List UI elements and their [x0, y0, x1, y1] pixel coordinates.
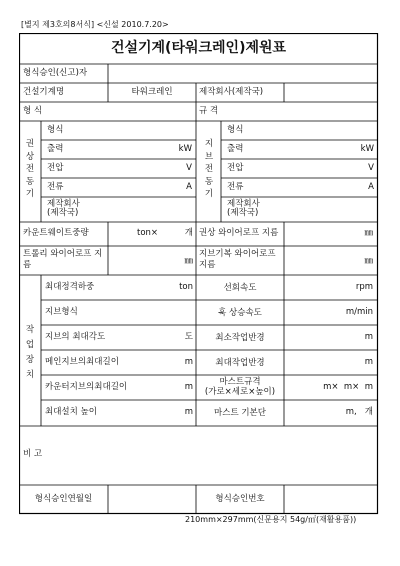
standard-label: 규 격 [199, 106, 219, 116]
work-right-unit: m [364, 357, 373, 367]
approval-date-label: 형식승인연월일 [34, 494, 93, 504]
work-right-label: 최대작업반경 [215, 358, 265, 368]
work-right-label: 훅 상승속도 [218, 308, 262, 318]
work-left-label: 지브형식 [45, 307, 78, 317]
work-left-unit: m [184, 357, 193, 367]
work-left-unit: m [184, 407, 193, 417]
slew-motor-row-label: 출력 [227, 144, 244, 154]
paper-size-note: 210mm×297mm(신문용지 54g/㎡(재활용품)) [185, 515, 357, 524]
work-left-label: 카운터지브의최대길이 [45, 382, 128, 392]
trolley-rope-label: 트롤리 와이어로프 지름 [23, 249, 103, 270]
work-left-unit: ton [179, 282, 193, 292]
form-title: 건설기계(타워크레인)제원표 [110, 40, 287, 56]
work-left-unit: m [184, 382, 193, 392]
work-left-label: 최대설치 높이 [45, 407, 97, 417]
slew-motor-row-label: 제작회사 (제작국) [227, 199, 260, 218]
hoist-rope-label: 권상 와이어로프 지름 [199, 228, 279, 238]
counterweight-unit-count: 개 [184, 228, 193, 238]
maker-label: 제작회사(제작국) [199, 87, 264, 97]
work-right-label: 마스트 기본단 [214, 408, 266, 418]
work-left-label: 메인지브의최대길이 [45, 357, 119, 367]
work-right-label: 마스트규격 (가로×세로×높이) [204, 377, 276, 397]
trolley-rope-unit: ㎜ [184, 256, 193, 266]
jib-rope-label: 지브기복 와이어로프 지름 [199, 249, 276, 270]
work-device-group-label: 작업장치 [25, 325, 35, 380]
hoist-motor-row-unit: A [186, 182, 192, 192]
hoist-motor-row-label: 제작회사 (제작국) [47, 199, 80, 218]
counterweight-unit-ton: ton× [137, 228, 159, 238]
slew-motor-row-label: 전류 [227, 182, 244, 192]
hoist-motor-row-label: 출력 [47, 144, 64, 154]
hoist-motor-row-unit: kW [178, 144, 192, 154]
model-label: 형 식 [23, 106, 43, 116]
slew-motor-row-unit: A [368, 182, 374, 192]
work-right-label: 최소작업반경 [215, 333, 265, 343]
slew-motor-row-label: 전압 [227, 163, 244, 173]
work-right-unit: m× m× m [323, 382, 373, 392]
slew-motor-row-unit: V [368, 163, 374, 173]
jib-rope-unit: ㎜ [364, 256, 373, 266]
hoist-motor-row-label: 전압 [47, 163, 64, 173]
slew-motor-row-unit: kW [360, 144, 374, 154]
work-right-unit: m, 개 [345, 407, 373, 417]
remarks-label: 비 고 [23, 449, 43, 459]
slew-motor-row-label: 형식 [227, 125, 244, 135]
hoist-motor-row-unit: V [186, 163, 192, 173]
approval-label: 형식승인(신고)자 [23, 68, 88, 78]
work-right-unit: m [364, 332, 373, 342]
approval-number-label: 형식승인번호 [215, 494, 265, 504]
counterweight-label: 카운트웨이트중량 [23, 228, 89, 238]
work-left-unit: 도 [184, 332, 193, 342]
hoist-motor-group-label: 권상전동기 [25, 139, 35, 200]
hoist-motor-row-label: 형식 [47, 125, 64, 135]
work-right-unit: rpm [355, 282, 373, 292]
work-right-label: 선회속도 [223, 283, 257, 293]
slew-motor-group-label: 지브전동기 [204, 139, 214, 200]
form-number-note: [별지 제3호의8서식] <신설 2010.7.20> [21, 20, 169, 29]
hoist-rope-unit: ㎜ [364, 228, 373, 238]
hoist-motor-row-label: 전류 [47, 182, 64, 192]
machine-name-label: 건설기계명 [23, 87, 65, 97]
work-left-label: 최대정격하중 [45, 282, 95, 292]
work-right-unit: m/min [345, 307, 373, 317]
work-left-label: 지브의 최대각도 [45, 332, 106, 342]
machine-name-value: 타워크레인 [131, 87, 173, 97]
